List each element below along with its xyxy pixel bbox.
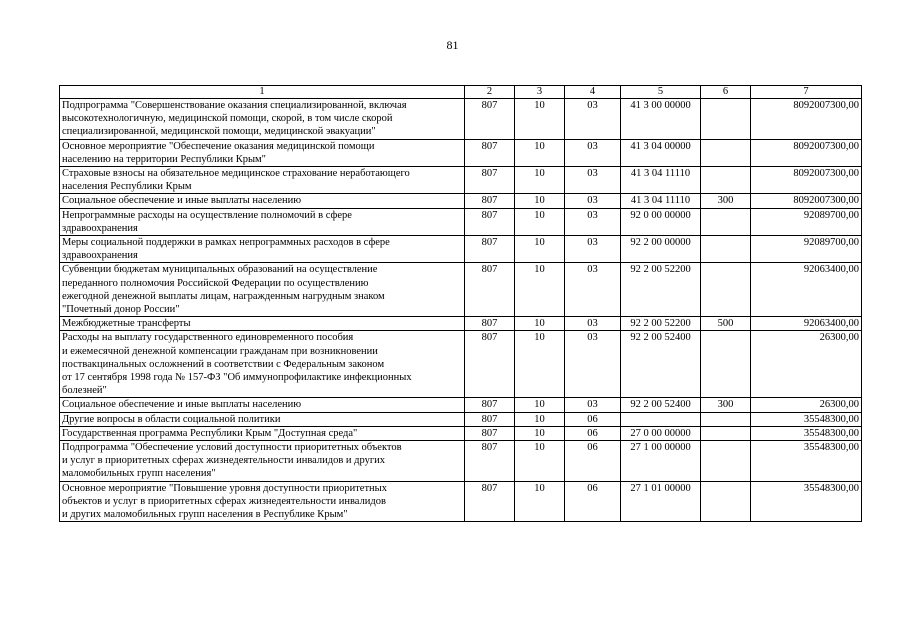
ved-code-cell: 807 xyxy=(465,441,515,482)
subsection-code-cell: 06 xyxy=(565,426,621,440)
target-article-cell: 92 0 00 00000 xyxy=(621,208,701,235)
section-code-cell: 10 xyxy=(515,317,565,331)
subsection-code-cell: 06 xyxy=(565,412,621,426)
ved-code-cell: 807 xyxy=(465,236,515,263)
subsection-code-cell: 06 xyxy=(565,481,621,522)
subsection-code-cell: 03 xyxy=(565,194,621,208)
amount-cell: 92063400,00 xyxy=(751,317,862,331)
column-header: 6 xyxy=(701,86,751,99)
row-name-cell: Социальное обеспечение и иные выплаты населению xyxy=(60,398,465,412)
section-code-cell: 10 xyxy=(515,481,565,522)
row-name-cell: Страховые взносы на обязательное медицинское страхование неработающего населения Республики Крым xyxy=(60,167,465,194)
amount-cell: 92089700,00 xyxy=(751,208,862,235)
table-row xyxy=(60,412,862,426)
target-article-cell: 41 3 04 00000 xyxy=(621,139,701,166)
expense-type-cell xyxy=(701,139,751,166)
row-name-cell: Другие вопросы в области социальной политики xyxy=(60,412,465,426)
column-header: 7 xyxy=(751,86,862,99)
section-code-cell: 10 xyxy=(515,331,565,398)
table-row xyxy=(60,481,862,522)
target-article-cell: 41 3 00 00000 xyxy=(621,99,701,140)
ved-code-cell: 807 xyxy=(465,208,515,235)
row-name-cell: Социальное обеспечение и иные выплаты населению xyxy=(60,194,465,208)
row-name-cell: Подпрограмма "Обеспечение условий доступности приоритетных объектов и услуг в приоритетных сферах жизнедеятельности инвалидов и других маломобильных групп населения" xyxy=(60,441,465,482)
row-name-cell: Субвенции бюджетам муниципальных образований на осуществление переданного полномочия Российской Федерации по осуществлению ежегодной денежной выплаты лицам, награжденным нагрудным знаком "Почетный донор России" xyxy=(60,263,465,317)
section-code-cell: 10 xyxy=(515,426,565,440)
target-article-cell: 27 1 01 00000 xyxy=(621,481,701,522)
amount-cell: 26300,00 xyxy=(751,398,862,412)
ved-code-cell: 807 xyxy=(465,194,515,208)
ved-code-cell: 807 xyxy=(465,263,515,317)
column-header: 2 xyxy=(465,86,515,99)
section-code-cell: 10 xyxy=(515,139,565,166)
target-article-cell: 41 3 04 11110 xyxy=(621,167,701,194)
row-name-cell: Государственная программа Республики Крым "Доступная среда" xyxy=(60,426,465,440)
subsection-code-cell: 06 xyxy=(565,441,621,482)
amount-cell: 8092007300,00 xyxy=(751,139,862,166)
target-article-cell xyxy=(621,412,701,426)
row-name-cell: Расходы на выплату государственного единовременного пособия и ежемесячной денежной компенсации гражданам при возникновении поствакцинальных осложнений в соответствии с Федеральным законом от 17 сентября 1998 года № 157-ФЗ "Об иммунопрофилактике инфекционных болезней" xyxy=(60,331,465,398)
target-article-cell: 92 2 00 00000 xyxy=(621,236,701,263)
table-row xyxy=(60,398,862,412)
subsection-code-cell: 03 xyxy=(565,263,621,317)
subsection-code-cell: 03 xyxy=(565,236,621,263)
expense-type-cell xyxy=(701,331,751,398)
ved-code-cell: 807 xyxy=(465,331,515,398)
table-row xyxy=(60,317,862,331)
amount-cell: 35548300,00 xyxy=(751,426,862,440)
row-name-cell: Непрограммные расходы на осуществление полномочий в сфере здравоохранения xyxy=(60,208,465,235)
subsection-code-cell: 03 xyxy=(565,167,621,194)
section-code-cell: 10 xyxy=(515,167,565,194)
ved-code-cell: 807 xyxy=(465,167,515,194)
subsection-code-cell: 03 xyxy=(565,331,621,398)
ved-code-cell: 807 xyxy=(465,426,515,440)
expense-type-cell xyxy=(701,263,751,317)
column-header: 3 xyxy=(515,86,565,99)
amount-cell: 8092007300,00 xyxy=(751,167,862,194)
ved-code-cell: 807 xyxy=(465,481,515,522)
amount-cell: 35548300,00 xyxy=(751,441,862,482)
column-header: 1 xyxy=(60,86,465,99)
column-header: 5 xyxy=(621,86,701,99)
section-code-cell: 10 xyxy=(515,194,565,208)
table-row xyxy=(60,99,862,140)
subsection-code-cell: 03 xyxy=(565,139,621,166)
amount-cell: 92089700,00 xyxy=(751,236,862,263)
row-name-cell: Меры социальной поддержки в рамках непрограммных расходов в сфере здравоохранения xyxy=(60,236,465,263)
row-name-cell: Межбюджетные трансферты xyxy=(60,317,465,331)
section-code-cell: 10 xyxy=(515,263,565,317)
table-row xyxy=(60,208,862,235)
expense-type-cell: 300 xyxy=(701,194,751,208)
subsection-code-cell: 03 xyxy=(565,398,621,412)
row-name-cell: Основное мероприятие "Обеспечение оказания медицинской помощи населению на территории Республики Крым" xyxy=(60,139,465,166)
table-row xyxy=(60,167,862,194)
target-article-cell: 92 2 00 52200 xyxy=(621,263,701,317)
table-row xyxy=(60,139,862,166)
expense-type-cell xyxy=(701,99,751,140)
section-code-cell: 10 xyxy=(515,441,565,482)
target-article-cell: 92 2 00 52400 xyxy=(621,398,701,412)
expense-type-cell xyxy=(701,208,751,235)
ved-code-cell: 807 xyxy=(465,139,515,166)
target-article-cell: 92 2 00 52200 xyxy=(621,317,701,331)
ved-code-cell: 807 xyxy=(465,317,515,331)
subsection-code-cell: 03 xyxy=(565,208,621,235)
target-article-cell: 27 0 00 00000 xyxy=(621,426,701,440)
table-row xyxy=(60,236,862,263)
row-name-cell: Основное мероприятие "Повышение уровня доступности приоритетных объектов и услуг в приоритетных сферах жизнедеятельности инвалидов и других маломобильных групп населения в Республике Крым" xyxy=(60,481,465,522)
page-number: 81 xyxy=(446,38,459,52)
table-row xyxy=(60,331,862,398)
section-code-cell: 10 xyxy=(515,236,565,263)
table-row xyxy=(60,263,862,317)
amount-cell: 8092007300,00 xyxy=(751,194,862,208)
subsection-code-cell: 03 xyxy=(565,99,621,140)
section-code-cell: 10 xyxy=(515,208,565,235)
budget-table xyxy=(59,85,862,522)
section-code-cell: 10 xyxy=(515,398,565,412)
ved-code-cell: 807 xyxy=(465,398,515,412)
expense-type-cell: 500 xyxy=(701,317,751,331)
amount-cell: 35548300,00 xyxy=(751,412,862,426)
expense-type-cell xyxy=(701,441,751,482)
expense-type-cell: 300 xyxy=(701,398,751,412)
target-article-cell: 92 2 00 52400 xyxy=(621,331,701,398)
amount-cell: 35548300,00 xyxy=(751,481,862,522)
amount-cell: 8092007300,00 xyxy=(751,99,862,140)
table-row xyxy=(60,194,862,208)
table-row xyxy=(60,441,862,482)
expense-type-cell xyxy=(701,236,751,263)
section-code-cell: 10 xyxy=(515,99,565,140)
target-article-cell: 41 3 04 11110 xyxy=(621,194,701,208)
header-row xyxy=(60,86,862,99)
expense-type-cell xyxy=(701,426,751,440)
subsection-code-cell: 03 xyxy=(565,317,621,331)
section-code-cell: 10 xyxy=(515,412,565,426)
expense-type-cell xyxy=(701,167,751,194)
column-header: 4 xyxy=(565,86,621,99)
expense-type-cell xyxy=(701,481,751,522)
row-name-cell: Подпрограмма "Совершенствование оказания специализированной, включая высокотехнологичную, медицинской помощи, скорой, в том числе скорой специализированной, медицинской помощи, медицинской эвакуации" xyxy=(60,99,465,140)
ved-code-cell: 807 xyxy=(465,99,515,140)
amount-cell: 92063400,00 xyxy=(751,263,862,317)
expense-type-cell xyxy=(701,412,751,426)
target-article-cell: 27 1 00 00000 xyxy=(621,441,701,482)
table-body xyxy=(60,99,862,522)
table-row xyxy=(60,426,862,440)
amount-cell: 26300,00 xyxy=(751,331,862,398)
ved-code-cell: 807 xyxy=(465,412,515,426)
